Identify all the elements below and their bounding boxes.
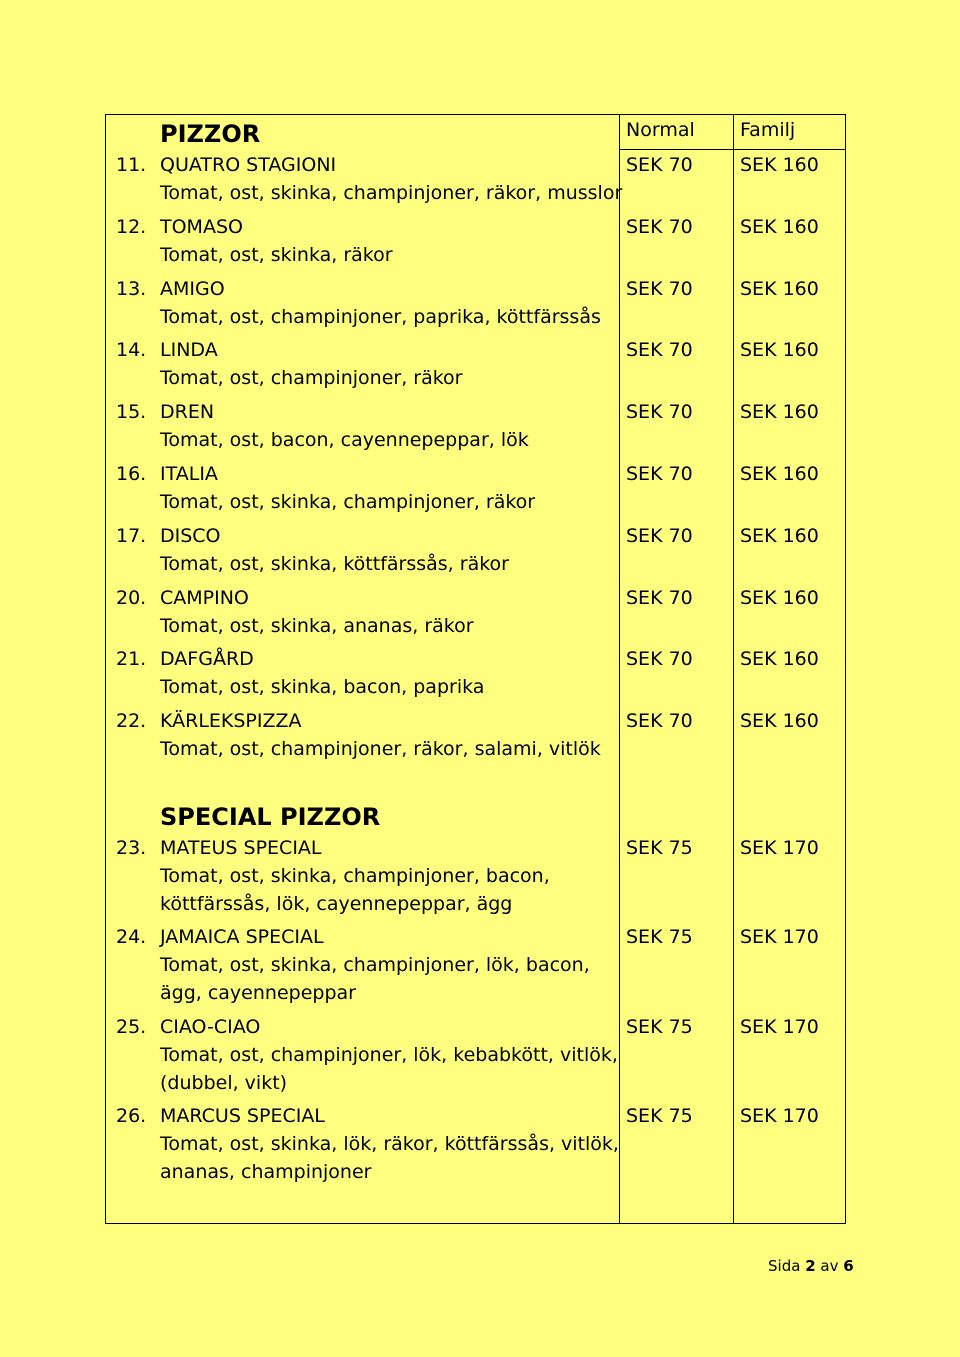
item-number: 12. [116,215,147,238]
item-number: 17. [116,524,147,547]
price-familj: SEK 170 [740,926,819,949]
price-familj: SEK 160 [740,154,819,176]
menu-table [105,114,846,1224]
price-familj: SEK 170 [740,1015,819,1038]
price-normal: SEK 75 [626,926,693,949]
item-number: 14. [116,339,147,362]
item-name: MARCUS SPECIAL [160,1104,325,1127]
item-ingredients: köttfärssås, lök, cayennepeppar, ägg [160,893,513,915]
price-normal: SEK 70 [626,648,693,671]
column-divider-familj [733,115,734,1223]
item-ingredients: Tomat, ost, skinka, champinjoner, räkor, musslor [160,182,623,204]
item-number: 15. [116,401,147,424]
price-familj: SEK 160 [740,586,819,609]
item-ingredients: ananas, champinjoner [160,1160,372,1183]
item-ingredients: Tomat, ost, skinka, räkor [160,243,393,266]
price-normal: SEK 75 [626,837,693,859]
section-title-special-pizzor: SPECIAL PIZZOR [160,803,381,831]
footer-page-total: 6 [843,1257,854,1275]
item-ingredients: ägg, cayennepeppar [160,982,356,1005]
column-header-familj: Familj [740,119,796,141]
price-familj: SEK 170 [740,837,819,859]
column-header-normal: Normal [626,119,695,141]
price-familj: SEK 160 [740,648,819,671]
footer-page-number: 2 [805,1257,816,1275]
footer-prefix: Sida [768,1257,801,1275]
item-number: 25. [116,1015,147,1038]
item-number: 20. [116,586,147,609]
item-number: 26. [116,1104,147,1127]
price-normal: SEK 70 [626,277,693,300]
item-name: CAMPINO [160,586,249,609]
item-ingredients: Tomat, ost, skinka, champinjoner, lök, bacon, [160,954,590,977]
item-ingredients: Tomat, ost, champinjoner, räkor [160,367,463,390]
item-ingredients: (dubbel, vikt) [160,1071,288,1094]
item-number: 24. [116,926,147,949]
item-name: CIAO-CIAO [160,1015,261,1038]
price-familj: SEK 160 [740,215,819,238]
item-number: 13. [116,277,147,300]
item-ingredients: Tomat, ost, champinjoner, lök, kebabkött, vitlök, [160,1043,618,1066]
price-normal: SEK 70 [626,710,693,733]
price-familj: SEK 160 [740,401,819,424]
price-normal: SEK 70 [626,463,693,485]
price-normal: SEK 70 [626,401,693,424]
section-title-pizzor: PIZZOR [160,120,261,148]
item-name: DREN [160,401,215,424]
price-familj: SEK 160 [740,463,819,485]
price-normal: SEK 70 [626,586,693,609]
item-name: QUATRO STAGIONI [160,154,337,176]
item-ingredients: Tomat, ost, skinka, köttfärssås, räkor [160,552,509,575]
item-number: 23. [116,837,147,859]
item-name: JAMAICA SPECIAL [160,926,324,949]
price-familj: SEK 170 [740,1104,819,1127]
item-ingredients: Tomat, ost, skinka, champinjoner, bacon, [160,865,550,887]
item-name: DAFGÅRD [160,648,254,671]
price-header-divider [619,149,845,150]
price-normal: SEK 75 [626,1104,693,1127]
item-name: DISCO [160,524,221,547]
item-number: 22. [116,710,147,733]
item-name: MATEUS SPECIAL [160,837,322,859]
item-ingredients: Tomat, ost, skinka, ananas, räkor [160,614,474,637]
item-name: LINDA [160,339,218,362]
item-number: 21. [116,648,147,671]
price-normal: SEK 70 [626,524,693,547]
item-number: 16. [116,463,147,485]
price-normal: SEK 75 [626,1015,693,1038]
item-ingredients: Tomat, ost, champinjoner, räkor, salami, vitlök [160,738,601,761]
price-familj: SEK 160 [740,277,819,300]
price-familj: SEK 160 [740,339,819,362]
price-familj: SEK 160 [740,524,819,547]
price-normal: SEK 70 [626,154,693,176]
column-divider-normal [619,115,620,1223]
item-ingredients: Tomat, ost, champinjoner, paprika, köttfärssås [160,305,601,328]
price-familj: SEK 160 [740,710,819,733]
item-number: 11. [116,154,147,176]
item-ingredients: Tomat, ost, skinka, lök, räkor, köttfärssås, vitlök, [160,1132,619,1155]
page-footer [768,1255,854,1277]
footer-middle: av [820,1257,839,1275]
price-normal: SEK 70 [626,215,693,238]
item-ingredients: Tomat, ost, skinka, champinjoner, räkor [160,491,536,513]
item-name: AMIGO [160,277,225,300]
item-name: KÄRLEKSPIZZA [160,710,302,733]
price-normal: SEK 70 [626,339,693,362]
item-ingredients: Tomat, ost, bacon, cayennepeppar, lök [160,429,529,452]
item-name: ITALIA [160,463,218,485]
item-name: TOMASO [160,215,243,238]
item-ingredients: Tomat, ost, skinka, bacon, paprika [160,676,485,699]
